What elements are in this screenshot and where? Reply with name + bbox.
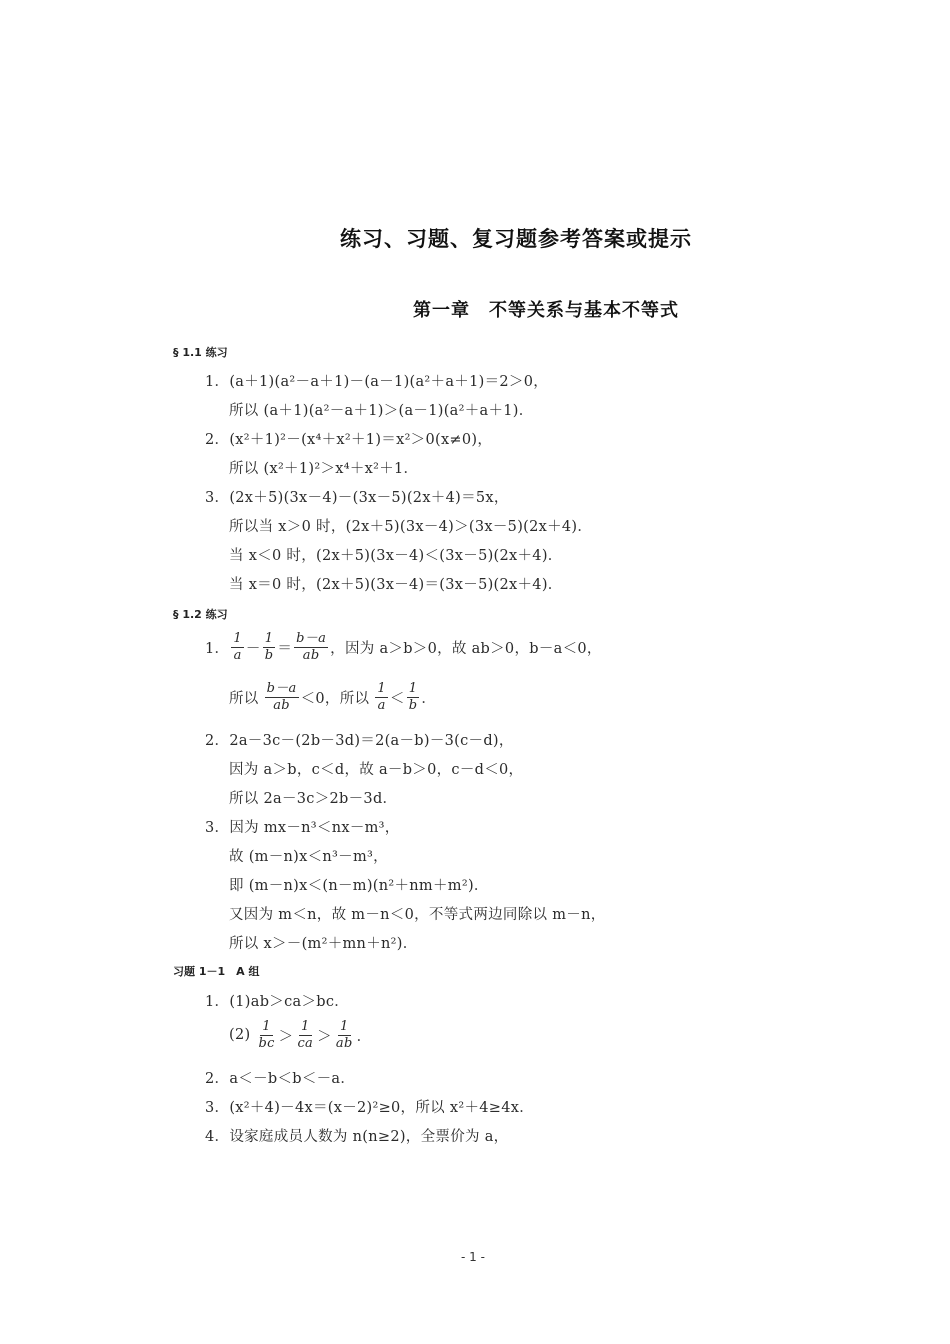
chapter-heading: 第一章 不等关系与基本不等式 — [413, 300, 679, 321]
operator: ＞ — [317, 1028, 332, 1045]
numerator: 1 — [408, 681, 418, 696]
answer-line: 所以 (x²＋1)²＞x⁴＋x²＋1． — [229, 461, 419, 477]
text-run: ． — [356, 1028, 372, 1045]
denominator: a — [233, 647, 242, 663]
answer-line: 所以 2a－3c＞2b－3d． — [229, 791, 398, 807]
text-run: 所以 — [229, 690, 259, 707]
answer-line: 2．(x²＋1)²－(x⁴＋x²＋1)＝x²＞0(x≠0)， — [205, 432, 493, 448]
numerator: 1 — [301, 1019, 310, 1034]
text-run: ． — [421, 690, 437, 707]
denominator: bc — [258, 1035, 275, 1051]
numerator: 1 — [339, 1019, 349, 1034]
fraction — [265, 682, 299, 712]
numerator: 1 — [264, 631, 274, 646]
numerator: 1 — [262, 1019, 271, 1034]
answer-line-fraction — [229, 682, 436, 712]
answer-line: 1．(a＋1)(a²－a＋1)－(a－1)(a²＋a＋1)＝2＞0， — [205, 374, 549, 390]
operator: ＞ — [278, 1028, 294, 1045]
answer-line: 3．(x²＋4)－4x＝(x－2)²≥0，所以 x²＋4≥4x． — [205, 1100, 535, 1116]
text-run: ，因为 a＞b＞0，故 ab＞0，b－a＜0， — [330, 640, 602, 657]
answer-line: 3．因为 mx－n³＜nx－m³， — [205, 820, 400, 836]
fraction — [334, 1020, 355, 1050]
answer-line: 所以 x＞－(m²＋mn＋n²)． — [229, 936, 418, 952]
answer-line: 2．a＜－b＜b＜－a． — [205, 1071, 356, 1087]
numerator: 1 — [233, 631, 242, 646]
answer-line: 1．(1)ab＞ca＞bc． — [205, 994, 350, 1010]
denominator: a — [377, 697, 386, 713]
denominator: b — [264, 647, 274, 663]
answer-line-fraction — [205, 632, 602, 662]
answer-line: 所以当 x＞0 时，(2x＋5)(3x－4)＞(3x－5)(2x＋4)． — [229, 519, 593, 535]
answer-line: 所以 (a＋1)(a²－a＋1)＞(a－1)(a²＋a＋1)． — [229, 403, 534, 419]
answer-line: 即 (m－n)x＜(n－m)(n²＋nm＋m²)． — [229, 878, 489, 894]
exercise-heading: 习题 1－1 A 组 — [173, 965, 260, 978]
answer-line-fraction — [229, 1020, 371, 1050]
fraction — [294, 632, 328, 662]
denominator: ab — [335, 1035, 353, 1051]
answer-line: 3．(2x＋5)(3x－4)－(3x－5)(2x＋4)＝5x， — [205, 490, 509, 506]
operator: ＝ — [277, 640, 293, 657]
item-number: 1． — [205, 640, 230, 657]
denominator: ca — [297, 1035, 314, 1051]
numerator: b－a — [296, 631, 327, 646]
answer-line: 因为 a＞b，c＜d，故 a－b＞0，c－d＜0， — [229, 762, 524, 778]
text-run: ＜0，所以 — [300, 690, 370, 707]
denominator: ab — [273, 697, 290, 713]
fraction — [375, 682, 388, 712]
numerator: 1 — [377, 681, 386, 696]
denominator: b — [408, 697, 418, 713]
section-heading-1-2: § 1.2 练习 — [173, 608, 228, 621]
operator: － — [245, 640, 261, 657]
fraction — [231, 632, 244, 662]
fraction — [407, 682, 420, 712]
text-run: (2) — [229, 1027, 251, 1044]
page-title: 练习、习题、复习题参考答案或提示 — [340, 227, 692, 251]
numerator: b－a — [266, 681, 297, 696]
fraction — [295, 1020, 315, 1050]
answer-line: 4．设家庭成员人数为 n(n≥2)，全票价为 a， — [205, 1129, 509, 1145]
answer-line: 当 x＝0 时，(2x＋5)(3x－4)＝(3x－5)(2x＋4)． — [229, 577, 563, 593]
answer-line: 2．2a－3c－(2b－3d)＝2(a－b)－3(c－d)， — [205, 733, 514, 749]
fraction — [263, 632, 276, 662]
answer-line: 故 (m－n)x＜n³－m³， — [229, 849, 388, 865]
section-heading-1-1: § 1.1 练习 — [173, 346, 228, 359]
answer-line: 当 x＜0 时，(2x＋5)(3x－4)＜(3x－5)(2x＋4)． — [229, 548, 563, 564]
denominator: ab — [302, 647, 320, 663]
page-number: - 1 - — [461, 1250, 485, 1264]
answer-line: 又因为 m＜n，故 m－n＜0，不等式两边同除以 m－n， — [229, 907, 606, 923]
operator: ＜ — [389, 690, 405, 707]
fraction — [256, 1020, 276, 1050]
